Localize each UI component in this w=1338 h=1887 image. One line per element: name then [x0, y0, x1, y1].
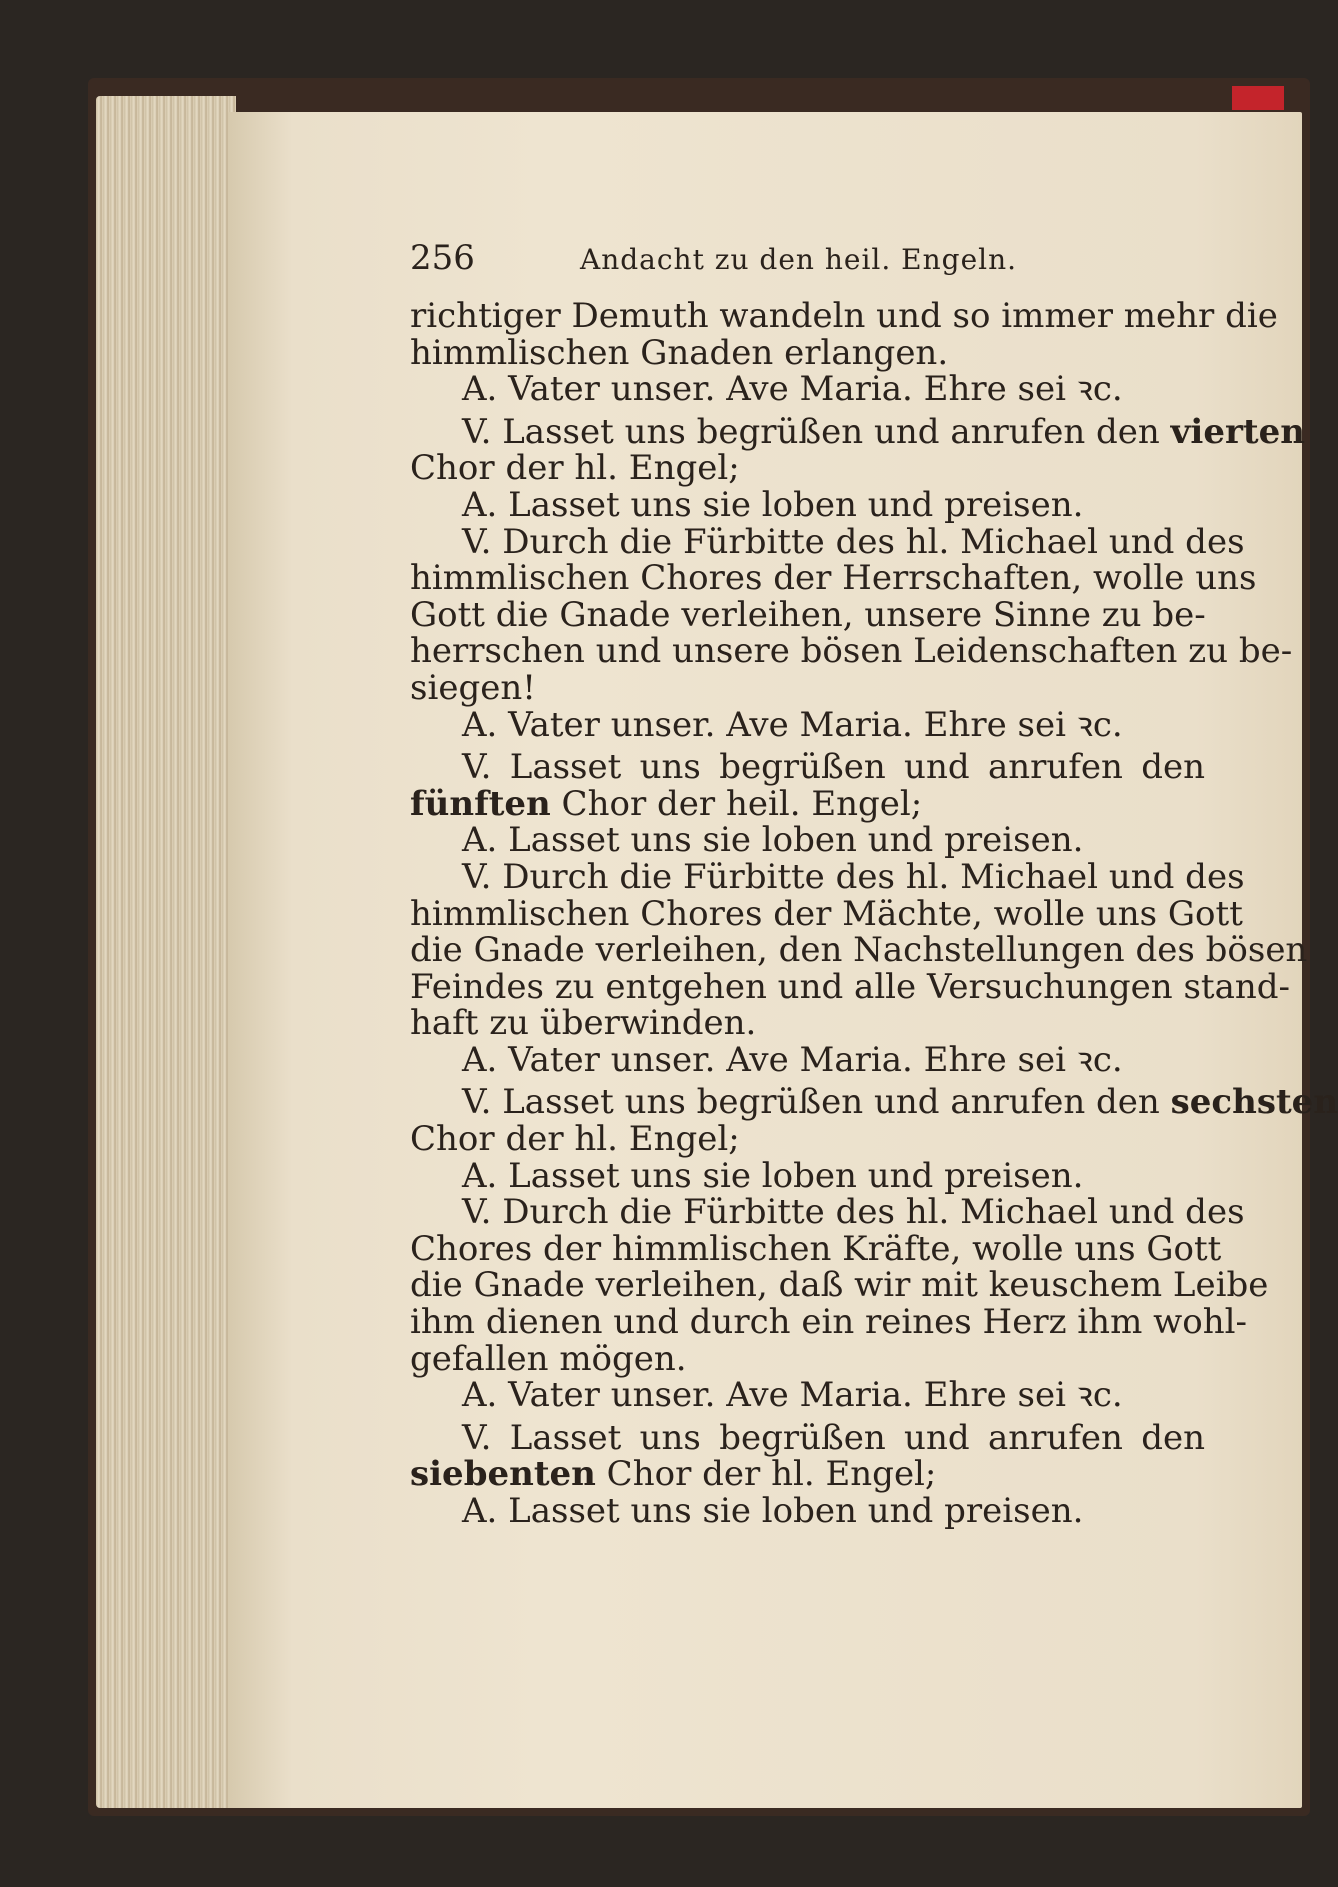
- text-line: [410, 521, 1245, 562]
- text-line: [410, 1228, 1222, 1269]
- text-line: [410, 450, 1205, 487]
- page-number: 256: [410, 238, 475, 278]
- text-line: [410, 1082, 1338, 1123]
- text-line: [410, 631, 1293, 672]
- line-text: gefallen mögen.: [410, 1338, 687, 1379]
- text-line: [410, 930, 1308, 971]
- line-text: haft zu überwinden.: [410, 1003, 757, 1044]
- line-text: herrschen und unsere bösen Leidenschaften zu be-: [410, 631, 1293, 672]
- line-text: A. Lasset uns sie loben und preisen.: [462, 1491, 1084, 1531]
- emphasis-text: siebenten: [410, 1454, 596, 1495]
- line-text: A. Vater unser. Ave Maria. Ehre sei ꝛc.: [462, 369, 1123, 410]
- text-line: [410, 749, 1205, 786]
- text-line: [410, 1302, 1247, 1343]
- line-text: A. Lasset uns sie loben und preisen.: [462, 1155, 1084, 1196]
- line-text: himmlischen Chores der Mächte, wolle uns Gott: [410, 893, 1243, 934]
- line-text: V. Lasset uns begrüßen und anrufen den: [462, 411, 1171, 452]
- text-line: [410, 966, 1290, 1007]
- emphasis-text: sechsten: [1170, 1082, 1338, 1123]
- running-title: Andacht zu den heil. Engeln.: [580, 243, 1018, 276]
- text-line: [410, 1493, 1205, 1530]
- emphasis-text: vierten: [1170, 411, 1305, 452]
- line-text: richtiger Demuth wandeln und so immer mehr die: [410, 296, 1278, 336]
- text-line: [410, 1338, 1205, 1379]
- text-line: [410, 1121, 1205, 1158]
- line-text: Gott die Gnade verleihen, unsere Sinne zu be-: [410, 594, 1206, 635]
- text-line: [410, 371, 1205, 408]
- emphasis-text: fünften: [410, 783, 551, 824]
- text-line: [410, 856, 1245, 897]
- ribbon-bookmark: [1232, 86, 1284, 110]
- line-text: Chores der himmlischen Kräfte, wolle uns Gott: [410, 1228, 1222, 1269]
- text-line: [410, 1192, 1245, 1233]
- line-text: A. Lasset uns sie loben und preisen.: [462, 820, 1084, 861]
- page-header: [410, 238, 1205, 296]
- line-text: A. Vater unser. Ave Maria. Ehre sei ꝛc.: [462, 704, 1123, 745]
- line-text: die Gnade verleihen, den Nachstellungen des bösen: [410, 930, 1308, 971]
- text-line: [410, 1039, 1205, 1080]
- text-line: [410, 1456, 1205, 1493]
- line-text: Chor der hl. Engel;: [410, 448, 740, 489]
- text-body: [410, 296, 1338, 1531]
- text-line: [410, 893, 1243, 934]
- text-line: [410, 667, 1205, 708]
- line-text: Feindes zu entgehen und alle Versuchungen stand-: [410, 966, 1290, 1007]
- line-text: A. Lasset uns sie loben und preisen.: [462, 484, 1084, 525]
- line-text: V. Durch die Fürbitte des hl. Michael und des: [462, 1192, 1245, 1233]
- line-text: V. Lasset uns begrüßen und anrufen den: [462, 1082, 1171, 1123]
- text-line: [410, 594, 1206, 635]
- text-line: [410, 822, 1205, 859]
- line-text: die Gnade verleihen, daß wir mit keuschem Leibe: [410, 1265, 1269, 1306]
- line-text: A. Vater unser. Ave Maria. Ehre sei ꝛc.: [462, 1039, 1123, 1080]
- text-line: [410, 1377, 1205, 1414]
- text-line: [410, 411, 1305, 452]
- text-line: [410, 558, 1257, 599]
- line-text: himmlischen Chores der Herrschaften, wolle uns: [410, 558, 1257, 599]
- text-line: [410, 783, 1205, 824]
- line-text: V. Durch die Fürbitte des hl. Michael und des: [462, 521, 1245, 562]
- line-text: V. Lasset uns begrüßen und anrufen den: [462, 747, 1205, 788]
- line-text: Chor der hl. Engel;: [595, 1454, 937, 1495]
- line-text: himmlischen Gnaden erlangen.: [410, 332, 949, 373]
- text-line: [410, 1417, 1205, 1458]
- text-line: [410, 1005, 1205, 1042]
- line-text: V. Lasset uns begrüßen und anrufen den: [462, 1417, 1205, 1458]
- line-text: ihm dienen und durch ein reines Herz ihm wohl-: [410, 1302, 1247, 1343]
- line-text: Chor der heil. Engel;: [550, 783, 923, 824]
- line-text: siegen!: [410, 667, 536, 708]
- line-text: A. Vater unser. Ave Maria. Ehre sei ꝛc.: [462, 1375, 1123, 1416]
- text-line: [410, 1155, 1205, 1196]
- page-edges: [96, 96, 236, 1808]
- text-line: [410, 484, 1205, 525]
- page-content: [410, 238, 1338, 1531]
- text-line: [410, 1265, 1269, 1306]
- text-line: [410, 704, 1205, 745]
- line-text: V. Durch die Fürbitte des hl. Michael und des: [462, 856, 1245, 897]
- text-line: [410, 296, 1278, 336]
- line-text: Chor der hl. Engel;: [410, 1119, 740, 1160]
- text-line: [410, 332, 1205, 373]
